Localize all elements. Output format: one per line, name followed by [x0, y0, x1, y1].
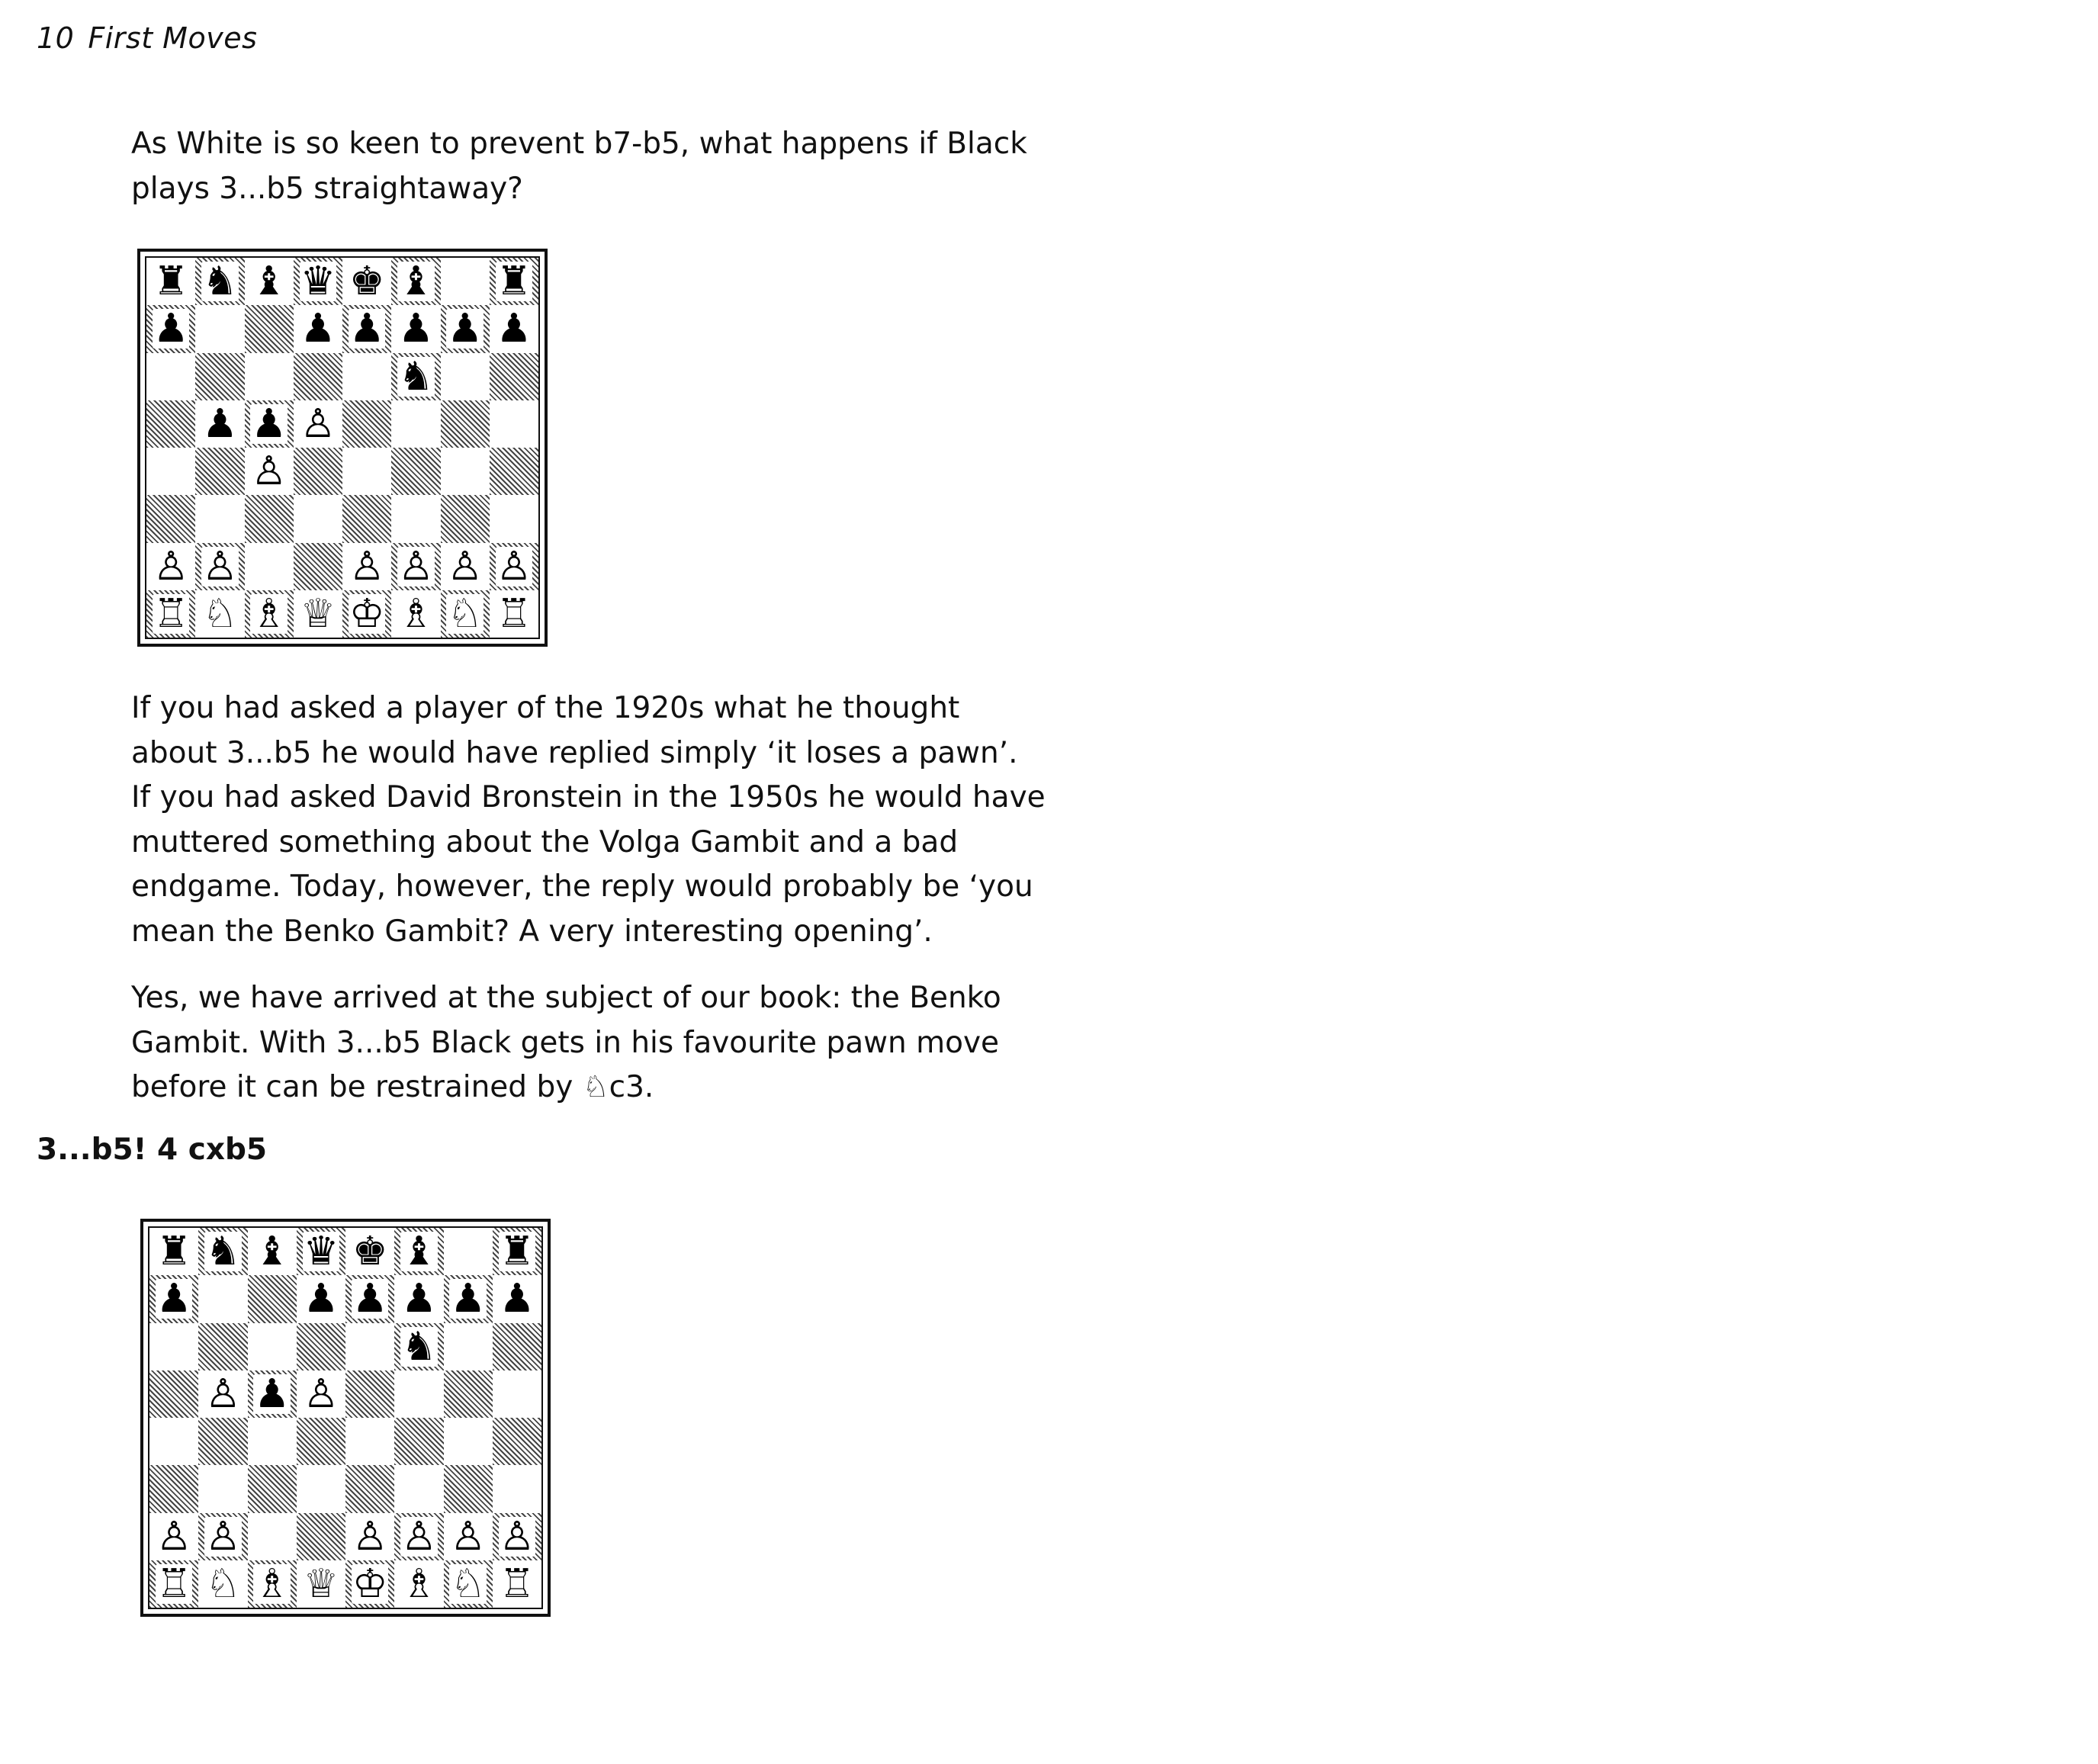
chess-piece-icon: ♞: [401, 1323, 437, 1370]
chess-piece-icon: ♟: [499, 1276, 535, 1322]
chess-piece-icon: ♕: [303, 1560, 339, 1607]
square-c7: [248, 1275, 297, 1322]
square-a5: [149, 1370, 198, 1418]
chess-piece-icon: ♝: [251, 259, 287, 305]
chess-piece-icon: ♗: [254, 1560, 290, 1607]
chess-piece-icon: ♙: [202, 543, 238, 590]
square-c5: [248, 1370, 297, 1418]
chess-diagram-2: [140, 1219, 551, 1617]
square-d7: [294, 305, 342, 352]
chess-piece-icon: ♙: [349, 543, 385, 590]
square-b6: [198, 1323, 247, 1370]
square-c8: [245, 258, 294, 305]
chess-piece-icon: ♝: [401, 1229, 437, 1275]
square-g7: [444, 1275, 493, 1322]
chess-piece-icon: ♟: [156, 1276, 192, 1322]
chess-piece-icon: ♟: [251, 400, 287, 447]
square-b7: [195, 305, 244, 352]
square-e3: [342, 495, 391, 542]
square-c7: [245, 305, 294, 352]
square-h2: [493, 1513, 541, 1560]
chess-piece-icon: ♗: [401, 1560, 437, 1607]
square-a5: [146, 400, 195, 448]
square-a8: [146, 258, 195, 305]
square-h6: [493, 1323, 541, 1370]
square-f4: [394, 1418, 443, 1465]
chess-piece-icon: ♙: [153, 543, 189, 590]
chess-piece-icon: ♟: [153, 306, 189, 352]
square-h2: [490, 543, 538, 590]
square-f2: [391, 543, 440, 590]
paragraph-1: As White is so keen to prevent b7-b5, what happens if Black plays 3...b5 straightaway?: [131, 127, 1027, 206]
chess-piece-icon: ♖: [153, 590, 189, 637]
square-h8: [490, 258, 538, 305]
square-e5: [345, 1370, 394, 1418]
chess-piece-icon: ♙: [352, 1513, 388, 1560]
square-c1: [248, 1560, 297, 1608]
square-e7: [345, 1275, 394, 1322]
square-b7: [198, 1275, 247, 1322]
square-g5: [441, 400, 490, 448]
chess-piece-icon: ♟: [398, 306, 434, 352]
chess-piece-icon: ♙: [447, 543, 483, 590]
square-b3: [195, 495, 244, 542]
square-g2: [441, 543, 490, 590]
chess-piece-icon: ♛: [303, 1229, 339, 1275]
square-f5: [391, 400, 440, 448]
square-d2: [294, 543, 342, 590]
square-g8: [444, 1228, 493, 1275]
square-c6: [245, 353, 294, 400]
chess-board-grid: [145, 256, 540, 639]
square-f7: [391, 305, 440, 352]
chess-piece-icon: ♟: [303, 1276, 339, 1322]
running-head-title: First Moves: [88, 21, 258, 55]
square-f6: [391, 353, 440, 400]
page-number: 10: [37, 21, 75, 55]
chess-piece-icon: ♖: [496, 590, 532, 637]
chess-piece-icon: ♚: [349, 259, 385, 305]
chess-piece-icon: ♟: [450, 1276, 486, 1322]
square-a3: [146, 495, 195, 542]
square-b3: [198, 1465, 247, 1512]
square-c1: [245, 590, 294, 638]
chess-piece-icon: ♝: [398, 259, 434, 305]
square-e6: [345, 1323, 394, 1370]
square-a7: [146, 305, 195, 352]
square-a2: [149, 1513, 198, 1560]
paragraph-3: [131, 976, 1046, 1110]
square-d6: [297, 1323, 345, 1370]
chess-piece-icon: ♙: [450, 1513, 486, 1560]
square-g4: [444, 1418, 493, 1465]
chess-piece-icon: ♟: [349, 306, 385, 352]
square-a6: [149, 1323, 198, 1370]
square-b5: [198, 1370, 247, 1418]
square-h8: [493, 1228, 541, 1275]
square-h1: [493, 1560, 541, 1608]
square-a7: [149, 1275, 198, 1322]
square-h3: [490, 495, 538, 542]
chess-piece-icon: ♜: [156, 1229, 192, 1275]
chess-piece-icon: ♜: [499, 1229, 535, 1275]
chess-piece-icon: ♗: [251, 590, 287, 637]
chess-piece-icon: ♔: [349, 590, 385, 637]
chess-piece-icon: ♙: [499, 1513, 535, 1560]
square-b1: [195, 590, 244, 638]
chess-piece-icon: ♞: [205, 1229, 241, 1275]
square-g3: [441, 495, 490, 542]
square-d8: [294, 258, 342, 305]
square-a2: [146, 543, 195, 590]
chess-piece-icon: ♟: [447, 306, 483, 352]
square-c6: [248, 1323, 297, 1370]
square-f2: [394, 1513, 443, 1560]
square-c4: [245, 448, 294, 495]
square-b2: [195, 543, 244, 590]
chess-piece-icon: ♜: [496, 259, 532, 305]
square-d4: [297, 1418, 345, 1465]
chess-piece-icon: ♟: [401, 1276, 437, 1322]
square-a4: [149, 1418, 198, 1465]
square-a1: [146, 590, 195, 638]
square-d4: [294, 448, 342, 495]
chess-piece-icon: ♙: [205, 1370, 241, 1417]
paragraph-3-end: c3.: [609, 1070, 654, 1104]
square-c3: [248, 1465, 297, 1512]
square-d5: [294, 400, 342, 448]
square-b1: [198, 1560, 247, 1608]
chess-piece-icon: ♟: [254, 1370, 290, 1417]
chess-piece-icon: ♙: [205, 1513, 241, 1560]
square-g8: [441, 258, 490, 305]
chess-piece-icon: ♖: [156, 1560, 192, 1607]
chess-piece-icon: ♛: [300, 259, 336, 305]
square-d8: [297, 1228, 345, 1275]
chess-piece-icon: ♟: [496, 306, 532, 352]
square-a4: [146, 448, 195, 495]
square-e4: [342, 448, 391, 495]
square-a6: [146, 353, 195, 400]
square-f8: [394, 1228, 443, 1275]
move-notation: 3...b5! 4 cxb5: [37, 1133, 268, 1167]
chess-piece-icon: ♙: [300, 400, 336, 447]
chess-board-grid: [148, 1226, 543, 1609]
chess-piece-icon: ♚: [352, 1229, 388, 1275]
square-c3: [245, 495, 294, 542]
square-h6: [490, 353, 538, 400]
square-d3: [297, 1465, 345, 1512]
chess-piece-icon: ♞: [202, 259, 238, 305]
chess-piece-icon: ♝: [254, 1229, 290, 1275]
square-g5: [444, 1370, 493, 1418]
knight-icon: ♘: [582, 1070, 609, 1104]
square-b4: [198, 1418, 247, 1465]
square-d1: [294, 590, 342, 638]
square-e2: [342, 543, 391, 590]
square-h4: [493, 1418, 541, 1465]
square-e1: [345, 1560, 394, 1608]
square-d1: [297, 1560, 345, 1608]
chess-piece-icon: ♙: [401, 1513, 437, 1560]
chess-piece-icon: ♜: [153, 259, 189, 305]
square-b4: [195, 448, 244, 495]
square-b6: [195, 353, 244, 400]
chess-piece-icon: ♘: [450, 1560, 486, 1607]
square-b8: [195, 258, 244, 305]
square-f3: [391, 495, 440, 542]
square-d5: [297, 1370, 345, 1418]
square-a3: [149, 1465, 198, 1512]
square-c2: [248, 1513, 297, 1560]
square-d3: [294, 495, 342, 542]
chess-piece-icon: ♘: [205, 1560, 241, 1607]
chess-piece-icon: ♔: [352, 1560, 388, 1607]
chess-piece-icon: ♟: [352, 1276, 388, 1322]
chess-piece-icon: ♙: [251, 448, 287, 495]
square-e8: [342, 258, 391, 305]
square-g7: [441, 305, 490, 352]
paragraph-2: If you had asked a player of the 1920s what he thought about 3...b5 he would have replied simply ‘it loses a pawn’. If you had asked David Bronstein in the 1950s he would have muttered something about the Volga Gambit and a bad endgame. Today, however, the reply would probably be ‘you mean the Benko Gambit? A very interesting opening’.: [131, 691, 1046, 949]
square-h7: [493, 1275, 541, 1322]
square-b5: [195, 400, 244, 448]
square-f6: [394, 1323, 443, 1370]
chess-piece-icon: ♗: [398, 590, 434, 637]
square-e4: [345, 1418, 394, 1465]
square-f1: [394, 1560, 443, 1608]
square-g1: [441, 590, 490, 638]
square-h4: [490, 448, 538, 495]
chess-piece-icon: ♙: [156, 1513, 192, 1560]
square-g1: [444, 1560, 493, 1608]
square-e6: [342, 353, 391, 400]
square-b2: [198, 1513, 247, 1560]
chess-piece-icon: ♙: [398, 543, 434, 590]
square-e1: [342, 590, 391, 638]
square-d2: [297, 1513, 345, 1560]
square-d7: [297, 1275, 345, 1322]
chess-piece-icon: ♟: [300, 306, 336, 352]
chess-piece-icon: ♙: [303, 1370, 339, 1417]
square-g6: [444, 1323, 493, 1370]
square-f1: [391, 590, 440, 638]
chess-piece-icon: ♙: [496, 543, 532, 590]
square-e8: [345, 1228, 394, 1275]
square-g6: [441, 353, 490, 400]
square-h3: [493, 1465, 541, 1512]
square-f3: [394, 1465, 443, 1512]
square-f4: [391, 448, 440, 495]
square-f5: [394, 1370, 443, 1418]
square-c4: [248, 1418, 297, 1465]
square-g2: [444, 1513, 493, 1560]
running-head: [37, 21, 257, 55]
square-b8: [198, 1228, 247, 1275]
paragraph-3-text: Yes, we have arrived at the subject of our book: the Benko Gambit. With 3...b5 Black gets in his favourite pawn move before it can be restrained by: [131, 981, 1001, 1104]
square-a8: [149, 1228, 198, 1275]
chess-diagram-1: [137, 249, 548, 647]
square-e7: [342, 305, 391, 352]
square-d6: [294, 353, 342, 400]
chess-piece-icon: ♖: [499, 1560, 535, 1607]
square-a1: [149, 1560, 198, 1608]
chess-piece-icon: ♞: [398, 353, 434, 400]
chess-piece-icon: ♕: [300, 590, 336, 637]
square-f7: [394, 1275, 443, 1322]
chess-piece-icon: ♘: [202, 590, 238, 637]
square-e3: [345, 1465, 394, 1512]
square-c8: [248, 1228, 297, 1275]
square-g3: [444, 1465, 493, 1512]
square-c5: [245, 400, 294, 448]
square-g4: [441, 448, 490, 495]
square-e5: [342, 400, 391, 448]
square-h7: [490, 305, 538, 352]
square-h1: [490, 590, 538, 638]
square-h5: [490, 400, 538, 448]
square-e2: [345, 1513, 394, 1560]
chess-piece-icon: ♟: [202, 400, 238, 447]
square-h5: [493, 1370, 541, 1418]
square-f8: [391, 258, 440, 305]
chess-piece-icon: ♘: [447, 590, 483, 637]
square-c2: [245, 543, 294, 590]
